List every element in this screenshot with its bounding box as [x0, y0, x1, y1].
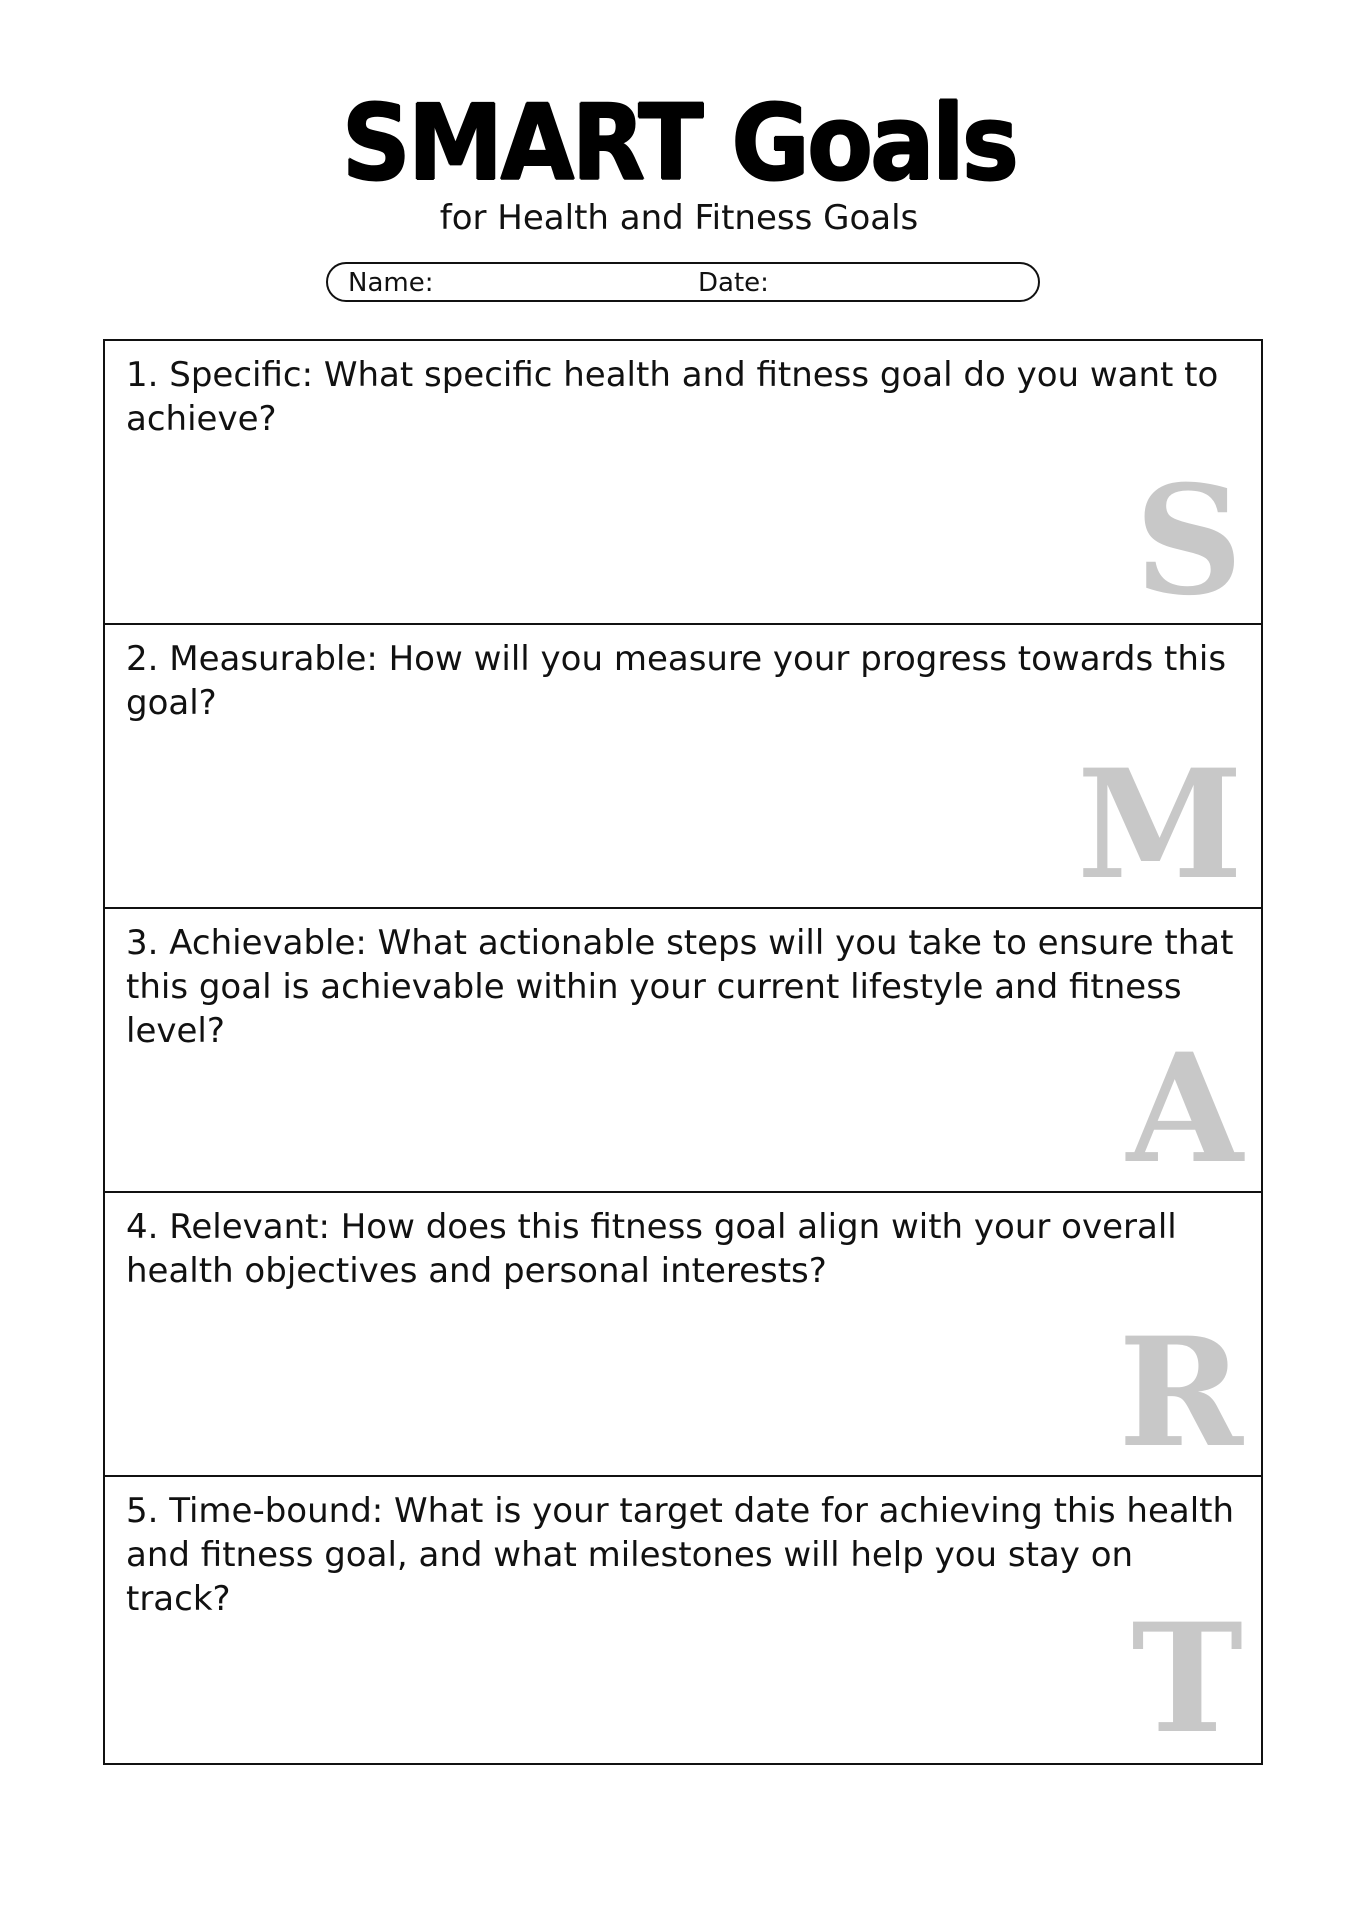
goal-letter-t: T: [1131, 1591, 1243, 1767]
goal-row-achievable[interactable]: [105, 909, 1261, 1197]
goal-question-measurable: 2. Measurable: How will you measure your progress towards this goal?: [126, 639, 1227, 723]
goal-row-measurable[interactable]: [105, 625, 1261, 913]
goal-row-time-bound[interactable]: [105, 1477, 1261, 1767]
goal-question-time-bound: 5. Time-bound: What is your target date for achieving this health and fitness goal, and what milestones will help you stay on track?: [126, 1491, 1235, 1619]
date-label: Date:: [698, 268, 769, 298]
goal-question-relevant: 4. Relevant: How does this fitness goal align with your overall health objectives and personal interests?: [126, 1207, 1177, 1291]
goal-question-achievable: 3. Achievable: What actionable steps will you take to ensure that this goal is achievable within your current lifestyle and fitness level?: [126, 923, 1234, 1051]
goal-letter-a: A: [1126, 1021, 1243, 1197]
name-label: Name:: [348, 268, 434, 298]
goal-row-relevant[interactable]: [105, 1193, 1261, 1481]
goal-letter-r: R: [1118, 1305, 1243, 1481]
goal-question-specific: 1. Specific: What specific health and fitness goal do you want to achieve?: [126, 355, 1219, 439]
page-title: SMART Goals: [341, 82, 1017, 204]
name-date-field[interactable]: [326, 262, 1040, 302]
goals-table: [103, 339, 1263, 1765]
page-subtitle: for Health and Fitness Goals: [439, 198, 919, 238]
goal-letter-m: M: [1076, 737, 1243, 913]
worksheet-header: [0, 82, 1358, 238]
goal-row-specific[interactable]: [105, 341, 1261, 629]
goal-letter-s: S: [1134, 453, 1243, 629]
